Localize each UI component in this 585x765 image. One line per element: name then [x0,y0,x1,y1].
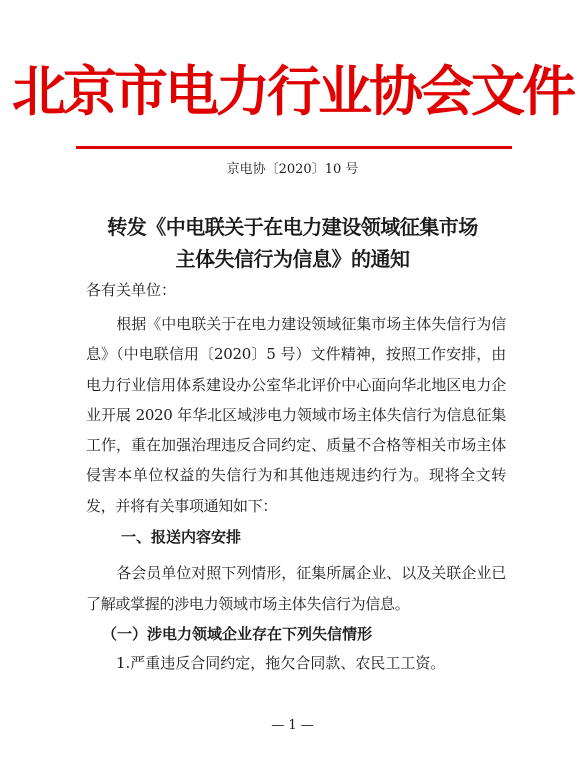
body-paragraph-2-text: 各会员单位对照下列情形，征集所属企业、以及关联企业已了解或掌握的涉电力领域市场主体失信行为信息。 [86,564,506,613]
document-title-line-1: 转发《中电联关于在电力建设领域征集市场 [107,215,478,239]
body-paragraph-1-text: 根据《中电联关于在电力建设领域征集市场主体失信行为信息》（中电联信用〔2020〕5 号）文件精神，按照工作安排，由电力行业信用体系建设办公室华北评价中心面向华北地区电力企业开展 2020 年华北区域涉电力领域市场主体失信行为信息征集工作，重在加强治理违反合同约定、质量不合格等相关市场主体侵害本单位权益的失信行为和其他违规违约行为。现将全文转发，并将有关事项通知如下： [86,315,506,515]
page-number: — 1 — [271,718,314,733]
body-paragraph-1 [86,309,506,521]
body-paragraph-2 [86,558,506,619]
section-heading-1: 一、报送内容安排 [121,528,242,546]
red-divider-line [76,146,512,149]
document-number: 京电协〔2020〕10 号 [226,162,359,177]
document-title-line-2: 主体失信行为信息》的通知 [175,247,410,271]
list-item-1: 1.严重违反合同约定，拖欠合同款、农民工工资。 [116,654,446,672]
recipient-line: 各有关单位： [86,281,177,299]
subsection-heading-1: （一）涉电力领域企业存在下列失信情形 [102,625,373,643]
organization-header: 北京市电力行业协会文件 [12,59,573,123]
